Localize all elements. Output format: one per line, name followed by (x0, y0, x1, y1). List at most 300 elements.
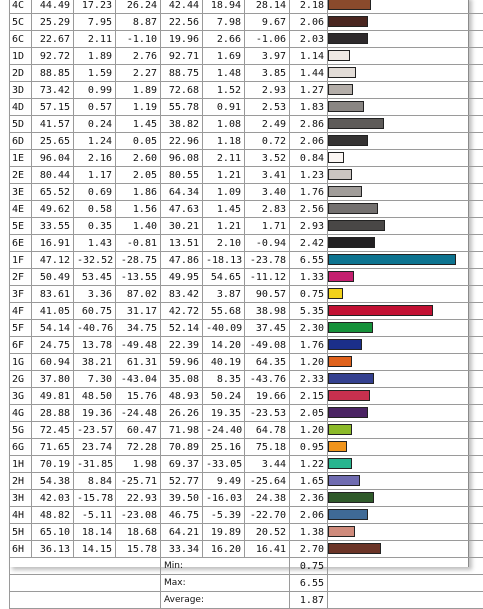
patch-id: 1F (10, 252, 32, 269)
lab-value: -24.48 (116, 405, 161, 422)
lab-value: -11.12 (245, 269, 290, 286)
lab-value: 59.96 (161, 354, 203, 371)
lab-value: 60.94 (32, 354, 74, 371)
delta-e-bar (328, 407, 368, 418)
delta-e-bar (328, 509, 368, 520)
lab-value: 36.13 (32, 541, 74, 558)
table-row (10, 48, 483, 65)
delta-e-bar (328, 0, 371, 10)
lab-value: 8.35 (203, 371, 245, 388)
lab-value: 49.95 (161, 269, 203, 286)
lab-value: 2.60 (116, 150, 161, 167)
lab-value: 48.50 (74, 388, 116, 405)
table-row (10, 252, 483, 269)
lab-value: 1.56 (116, 201, 161, 218)
bar-cell (328, 252, 483, 269)
lab-value: 90.57 (245, 286, 290, 303)
patch-id: 4G (10, 405, 32, 422)
delta-e-bar (328, 220, 385, 231)
lab-value: -0.94 (245, 235, 290, 252)
lab-value: 2.11 (74, 31, 116, 48)
table-row (10, 490, 483, 507)
lab-value: 33.55 (32, 218, 74, 235)
delta-e-bar (328, 50, 350, 61)
table-row (10, 150, 483, 167)
lab-value: 1.08 (203, 116, 245, 133)
delta-e-value: 1.44 (290, 65, 328, 82)
lab-value: 50.49 (32, 269, 74, 286)
lab-value: 75.18 (245, 439, 290, 456)
color-measurement-table (9, 0, 469, 567)
lab-value: 41.57 (32, 116, 74, 133)
bar-cell (328, 82, 483, 99)
lab-value: -28.75 (116, 252, 161, 269)
delta-e-bar (328, 390, 370, 401)
lab-value: 25.29 (32, 14, 74, 31)
lab-value: 0.58 (74, 201, 116, 218)
patch-id: 6E (10, 235, 32, 252)
lab-value: 28.14 (245, 0, 290, 14)
lab-value: -24.40 (203, 422, 245, 439)
lab-value: 83.42 (161, 286, 203, 303)
bar-cell (328, 320, 483, 337)
lab-value: 7.30 (74, 371, 116, 388)
delta-e-bar (328, 356, 352, 367)
patch-id: 5C (10, 14, 32, 31)
bar-cell (328, 371, 483, 388)
lab-value: -1.06 (245, 31, 290, 48)
delta-e-bar (328, 169, 352, 180)
lab-value: -43.76 (245, 371, 290, 388)
lab-value: -40.09 (203, 320, 245, 337)
lab-value: -40.76 (74, 320, 116, 337)
lab-value: 1.98 (116, 456, 161, 473)
lab-value: 2.49 (245, 116, 290, 133)
bar-cell (328, 14, 483, 31)
lab-value: 16.91 (32, 235, 74, 252)
delta-e-bar (328, 288, 343, 299)
patch-id: 4C (10, 0, 32, 14)
lab-value: 64.34 (161, 184, 203, 201)
lab-value: 64.21 (161, 524, 203, 541)
patch-id: 5G (10, 422, 32, 439)
delta-e-bar (328, 305, 433, 316)
delta-e-bar (328, 475, 360, 486)
lab-value: 71.98 (161, 422, 203, 439)
table-row (10, 99, 483, 116)
patch-id: 4H (10, 507, 32, 524)
delta-e-value: 1.20 (290, 422, 328, 439)
lab-value: 92.72 (32, 48, 74, 65)
lab-value: 19.36 (74, 405, 116, 422)
delta-e-bar (328, 373, 374, 384)
delta-e-value: 1.14 (290, 48, 328, 65)
lab-value: -16.03 (203, 490, 245, 507)
lab-value: 1.45 (116, 116, 161, 133)
lab-value: 2.76 (116, 48, 161, 65)
lab-value: 73.42 (32, 82, 74, 99)
lab-value: 83.61 (32, 286, 74, 303)
lab-value: 37.45 (245, 320, 290, 337)
lab-value: 71.65 (32, 439, 74, 456)
delta-e-bar (328, 254, 456, 265)
lab-value: 87.02 (116, 286, 161, 303)
lab-value: 52.77 (161, 473, 203, 490)
lab-value: 55.78 (161, 99, 203, 116)
lab-value: 92.71 (161, 48, 203, 65)
lab-value: 1.21 (203, 167, 245, 184)
delta-e-bar (328, 526, 355, 537)
delta-e-bar (328, 118, 384, 129)
lab-value: -25.71 (116, 473, 161, 490)
lab-value: 1.18 (203, 133, 245, 150)
lab-value: 2.10 (203, 235, 245, 252)
lab-value: -18.13 (203, 252, 245, 269)
table-row (10, 320, 483, 337)
lab-value: 64.35 (245, 354, 290, 371)
lab-value: 8.87 (116, 14, 161, 31)
lab-value: -15.78 (74, 490, 116, 507)
table-row (10, 218, 483, 235)
bar-cell (328, 184, 483, 201)
lab-value: -22.70 (245, 507, 290, 524)
lab-value: 88.75 (161, 65, 203, 82)
table-row (10, 31, 483, 48)
patch-id: 4E (10, 201, 32, 218)
lab-value: 2.83 (245, 201, 290, 218)
lab-value: 22.93 (116, 490, 161, 507)
lab-value: 3.87 (203, 286, 245, 303)
lab-value: 22.39 (161, 337, 203, 354)
lab-value: 9.67 (245, 14, 290, 31)
bar-cell (328, 65, 483, 82)
table-row (10, 116, 483, 133)
lab-value: 54.65 (203, 269, 245, 286)
lab-value: 1.71 (245, 218, 290, 235)
lab-value: 54.14 (32, 320, 74, 337)
lab-value: -1.10 (116, 31, 161, 48)
lab-value: 18.94 (203, 0, 245, 14)
lab-value: 18.14 (74, 524, 116, 541)
patch-id: 3H (10, 490, 32, 507)
patch-id: 3E (10, 184, 32, 201)
table-row (10, 405, 483, 422)
delta-e-value: 2.36 (290, 490, 328, 507)
lab-value: 19.35 (203, 405, 245, 422)
lab-value: 33.34 (161, 541, 203, 558)
lab-value: 17.23 (74, 0, 116, 14)
delta-e-bar (328, 67, 356, 78)
table-row (10, 303, 483, 320)
table-row (10, 184, 483, 201)
bar-cell (328, 490, 483, 507)
bar-cell (328, 405, 483, 422)
bar-cell (328, 439, 483, 456)
patch-id: 3G (10, 388, 32, 405)
lab-value: 64.78 (245, 422, 290, 439)
lab-value: 42.03 (32, 490, 74, 507)
delta-e-bar (328, 441, 347, 452)
patch-id: 4D (10, 99, 32, 116)
lab-value: 16.41 (245, 541, 290, 558)
lab-value: -43.04 (116, 371, 161, 388)
lab-value: 2.27 (116, 65, 161, 82)
lab-value: 57.15 (32, 99, 74, 116)
min-label: Min: (161, 558, 290, 575)
delta-e-table (9, 0, 483, 609)
lab-value: -23.08 (116, 507, 161, 524)
lab-value: -49.08 (245, 337, 290, 354)
delta-e-value: 1.76 (290, 184, 328, 201)
bar-cell (328, 218, 483, 235)
lab-value: 23.74 (74, 439, 116, 456)
lab-value: 13.78 (74, 337, 116, 354)
delta-e-bar (328, 322, 373, 333)
delta-e-value: 2.06 (290, 507, 328, 524)
lab-value: 22.96 (161, 133, 203, 150)
bar-cell (328, 337, 483, 354)
lab-value: 8.84 (74, 473, 116, 490)
lab-value: -49.48 (116, 337, 161, 354)
table-row (10, 201, 483, 218)
lab-value: 1.17 (74, 167, 116, 184)
lab-value: 1.24 (74, 133, 116, 150)
lab-value: 24.38 (245, 490, 290, 507)
bar-cell (328, 456, 483, 473)
patch-id: 2D (10, 65, 32, 82)
lab-value: 18.68 (116, 524, 161, 541)
delta-e-value: 2.86 (290, 116, 328, 133)
lab-value: 1.89 (74, 48, 116, 65)
bar-cell (328, 473, 483, 490)
table-row (10, 0, 483, 14)
min-value: 0.75 (290, 558, 328, 575)
delta-e-value: 0.84 (290, 150, 328, 167)
max-label: Max: (161, 575, 290, 592)
bar-cell (328, 201, 483, 218)
lab-value: 2.66 (203, 31, 245, 48)
patch-id: 2E (10, 167, 32, 184)
summary-spacer (10, 575, 161, 592)
delta-e-value: 5.35 (290, 303, 328, 320)
lab-value: 52.14 (161, 320, 203, 337)
lab-value: 2.93 (245, 82, 290, 99)
bar-cell (328, 303, 483, 320)
lab-value: 1.48 (203, 65, 245, 82)
lab-value: 1.59 (74, 65, 116, 82)
lab-value: 3.52 (245, 150, 290, 167)
lab-value: 19.89 (203, 524, 245, 541)
lab-value: 24.75 (32, 337, 74, 354)
patch-id: 6H (10, 541, 32, 558)
lab-value: -0.81 (116, 235, 161, 252)
bar-cell (328, 99, 483, 116)
delta-e-value: 2.70 (290, 541, 328, 558)
patch-id: 5F (10, 320, 32, 337)
table-row (10, 456, 483, 473)
table-row (10, 82, 483, 99)
lab-value: 0.24 (74, 116, 116, 133)
delta-e-bar (328, 458, 352, 469)
patch-id: 3F (10, 286, 32, 303)
bar-cell (328, 167, 483, 184)
lab-value: 72.68 (161, 82, 203, 99)
lab-value: 70.19 (32, 456, 74, 473)
summary-row-average (10, 592, 483, 609)
summary-blank (328, 575, 483, 592)
lab-value: 3.85 (245, 65, 290, 82)
delta-e-value: 2.30 (290, 320, 328, 337)
patch-id: 1D (10, 48, 32, 65)
summary-row-max (10, 575, 483, 592)
summary-section (10, 558, 483, 609)
lab-value: 2.11 (203, 150, 245, 167)
bar-cell (328, 524, 483, 541)
table-row (10, 235, 483, 252)
lab-value: -23.57 (74, 422, 116, 439)
lab-value: 1.69 (203, 48, 245, 65)
delta-e-value: 0.75 (290, 286, 328, 303)
table-row (10, 388, 483, 405)
lab-value: 0.35 (74, 218, 116, 235)
lab-value: 22.67 (32, 31, 74, 48)
bar-cell (328, 48, 483, 65)
lab-value: -23.78 (245, 252, 290, 269)
bar-cell (328, 150, 483, 167)
bar-cell (328, 235, 483, 252)
delta-e-bar (328, 152, 344, 163)
patch-id: 1H (10, 456, 32, 473)
lab-value: 19.96 (161, 31, 203, 48)
table-row (10, 371, 483, 388)
lab-value: 88.85 (32, 65, 74, 82)
delta-e-bar (328, 16, 368, 27)
lab-value: 14.20 (203, 337, 245, 354)
lab-value: 72.45 (32, 422, 74, 439)
delta-e-value: 1.76 (290, 337, 328, 354)
patch-id: 4F (10, 303, 32, 320)
lab-value: -5.39 (203, 507, 245, 524)
table-row (10, 14, 483, 31)
lab-value: 13.51 (161, 235, 203, 252)
table-row (10, 65, 483, 82)
table-row (10, 507, 483, 524)
bar-cell (328, 388, 483, 405)
table-row (10, 286, 483, 303)
lab-value: 38.21 (74, 354, 116, 371)
lab-value: 72.28 (116, 439, 161, 456)
table-row (10, 269, 483, 286)
lab-value: 34.75 (116, 320, 161, 337)
lab-value: 0.57 (74, 99, 116, 116)
lab-value: -5.11 (74, 507, 116, 524)
lab-value: 61.31 (116, 354, 161, 371)
summary-spacer (10, 592, 161, 609)
lab-value: 1.52 (203, 82, 245, 99)
lab-value: 39.50 (161, 490, 203, 507)
delta-e-value: 0.95 (290, 439, 328, 456)
lab-value: 60.75 (74, 303, 116, 320)
lab-value: 30.21 (161, 218, 203, 235)
lab-value: 3.41 (245, 167, 290, 184)
lab-value: 53.45 (74, 269, 116, 286)
lab-value: -25.64 (245, 473, 290, 490)
delta-e-bar (328, 543, 381, 554)
lab-value: 15.78 (116, 541, 161, 558)
delta-e-value: 1.65 (290, 473, 328, 490)
bar-cell (328, 541, 483, 558)
lab-value: 3.36 (74, 286, 116, 303)
lab-value: 0.72 (245, 133, 290, 150)
lab-value: 16.20 (203, 541, 245, 558)
lab-value: 1.43 (74, 235, 116, 252)
patch-id: 2G (10, 371, 32, 388)
lab-value: 96.04 (32, 150, 74, 167)
lab-value: 80.44 (32, 167, 74, 184)
table-row (10, 133, 483, 150)
lab-value: 50.24 (203, 388, 245, 405)
lab-value: 47.63 (161, 201, 203, 218)
lab-value: 1.21 (203, 218, 245, 235)
lab-value: -31.85 (74, 456, 116, 473)
delta-e-bar (328, 237, 375, 248)
table-row (10, 422, 483, 439)
lab-value: 55.68 (203, 303, 245, 320)
lab-value: 49.62 (32, 201, 74, 218)
table-row (10, 439, 483, 456)
bar-cell (328, 507, 483, 524)
delta-e-bar (328, 135, 368, 146)
lab-value: 28.88 (32, 405, 74, 422)
max-value: 6.55 (290, 575, 328, 592)
bar-cell (328, 269, 483, 286)
delta-e-bar (328, 84, 353, 95)
lab-value: 69.37 (161, 456, 203, 473)
lab-value: 38.82 (161, 116, 203, 133)
lab-value: 1.19 (116, 99, 161, 116)
delta-e-value: 2.56 (290, 201, 328, 218)
delta-e-value: 2.42 (290, 235, 328, 252)
delta-e-value: 2.33 (290, 371, 328, 388)
bar-cell (328, 354, 483, 371)
bar-cell (328, 286, 483, 303)
lab-value: 26.26 (161, 405, 203, 422)
lab-value: 7.98 (203, 14, 245, 31)
lab-value: 65.52 (32, 184, 74, 201)
patch-id: 3D (10, 82, 32, 99)
lab-value: 38.98 (245, 303, 290, 320)
lab-value: 0.05 (116, 133, 161, 150)
patch-id: 6G (10, 439, 32, 456)
lab-value: 47.12 (32, 252, 74, 269)
lab-value: 9.49 (203, 473, 245, 490)
table-row (10, 354, 483, 371)
lab-value: -23.53 (245, 405, 290, 422)
patch-id: 2H (10, 473, 32, 490)
lab-value: 26.24 (116, 0, 161, 14)
lab-value: 65.10 (32, 524, 74, 541)
lab-value: 48.93 (161, 388, 203, 405)
lab-value: 15.76 (116, 388, 161, 405)
patch-id: 2F (10, 269, 32, 286)
lab-value: 1.09 (203, 184, 245, 201)
lab-value: 20.52 (245, 524, 290, 541)
table-row (10, 167, 483, 184)
delta-e-bar (328, 339, 362, 350)
lab-value: 0.99 (74, 82, 116, 99)
lab-value: -13.55 (116, 269, 161, 286)
patch-id: 1E (10, 150, 32, 167)
